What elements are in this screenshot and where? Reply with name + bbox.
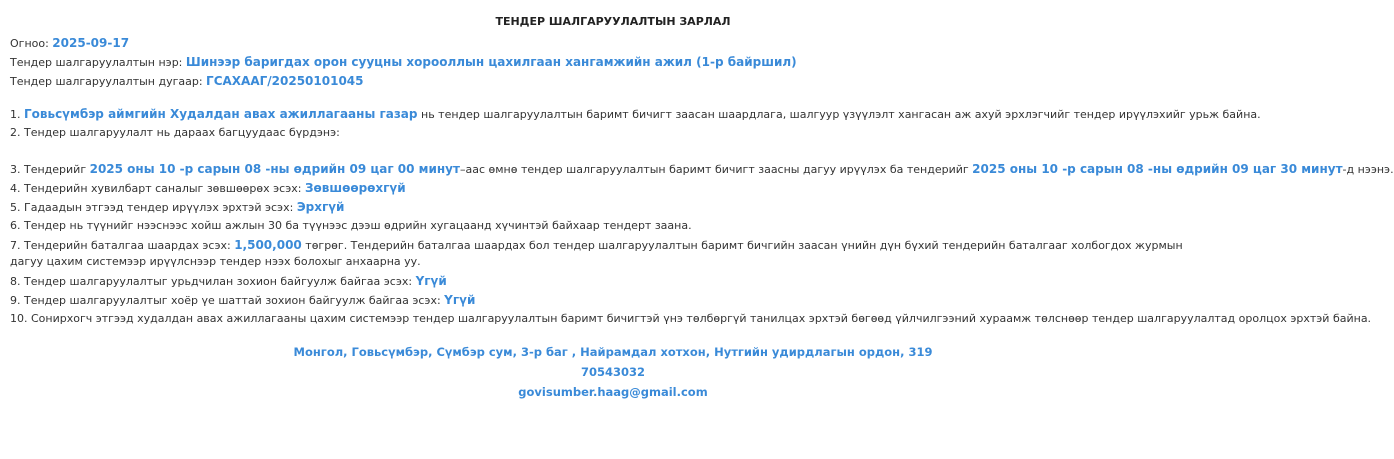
submission-deadline: 2025 оны 10 -р сарын 08 -ны өдрийн 09 цаг 00 минут	[89, 162, 460, 176]
spacer	[10, 142, 1216, 160]
item-7-post: төгрөг. Тендерийн баталгаа шаардах бол тендер шалгаруулалтын баримт бичгийн заасан үнийн дүн бүхий тендерийн баталгааг холбогдох журмын дагуу цахим системээр ирүүлснээр тендер нээх болохыг анхаарна уу.	[10, 239, 1183, 268]
item-1-number: 1.	[10, 108, 21, 121]
phone: 70543032	[580, 365, 645, 379]
guarantee-amount: 1,500,000	[234, 238, 302, 252]
item-8-value: Үгүй	[415, 274, 447, 288]
item-9-value: Үгүй	[444, 293, 476, 307]
item-1	[10, 105, 1261, 124]
tender-number-label: Тендер шалгаруулалтын дугаар:	[10, 75, 203, 88]
date-row	[10, 34, 1216, 53]
tender-name-label: Тендер шалгаруулалтын нэр:	[10, 56, 183, 69]
opening-time: 2025 оны 10 -р сарын 08 -ны өдрийн 09 цаг 30 минут	[972, 162, 1343, 176]
address: Монгол, Говьсүмбэр, Сүмбэр сум, 3-р баг , Найрамдал хотхон, Нутгийн удирдлагын ордон, 319	[293, 345, 933, 359]
tender-number-row	[10, 72, 1216, 91]
item-1-text: нь тендер шалгаруулалтын баримт бичигт заасан шаардлага, шалгуур үзүүлэлт хангасан аж ахуй эрхлэгчийг тендер ирүүлэхийг урьж байна.	[421, 108, 1261, 121]
item-4-value: Зөвшөөрөхгүй	[304, 181, 406, 195]
item-3	[10, 160, 1394, 179]
item-8-label: 8. Тендер шалгаруулалтыг урьдчилан зохион байгуулж байгаа эсэх:	[10, 275, 413, 288]
item-9-label: 9. Тендер шалгаруулалтыг хоёр үе шаттай зохион байгуулж байгаа эсэх:	[10, 294, 441, 307]
item-7	[10, 237, 1216, 270]
organization-name: Говьсүмбэр аймгийн Худалдан авах ажиллагааны газар	[24, 107, 418, 121]
item-5-label: 5. Гадаадын этгээд тендер ирүүлэх эрхтэй эсэх:	[10, 201, 294, 214]
item-4-label: 4. Тендерийн хувилбарт саналыг зөвшөөрөх эсэх:	[10, 182, 302, 195]
item-2: 2. Тендер шалгаруулалт нь дараах багцуудаас бүрдэнэ:	[10, 126, 340, 139]
tender-name-row	[10, 53, 1216, 72]
tender-announcement	[0, 14, 1394, 402]
tender-number-value: ГСАХААГ/20250101045	[206, 74, 364, 88]
item-10: 10. Сонирхогч этгээд худалдан авах ажиллагааны цахим системээр тендер шалгаруулалтын баримт бичигтэй үнэ төлбөргүй танилцах эрхтэй бөгөөд үйлчилгээний хураамж төлснөөр тендер шалгаруулалтад оролцох эрхтэй байна.	[10, 312, 1372, 325]
item-7-pre: 7. Тендерийн баталгаа шаардах эсэх:	[10, 239, 231, 252]
item-4	[10, 179, 1216, 198]
tender-name-value: Шинээр баригдах орон сууцны хорооллын цахилгаан хангамжийн ажил (1-р байршил)	[185, 55, 797, 69]
date-value: 2025-09-17	[52, 36, 130, 50]
page-title: ТЕНДЕР ШАЛГАРУУЛАЛТЫН ЗАРЛАЛ	[495, 15, 731, 28]
email: govisumber.haag@gmail.com	[518, 385, 708, 399]
item-9	[10, 291, 1216, 310]
item-6: 6. Тендер нь түүнийг нээснээс хойш ажлын 30 ба түүнээс дээш өдрийн хугацаанд хүчинтэй байхаар тендерт заана.	[10, 219, 692, 232]
contact-footer	[10, 342, 1216, 402]
item-8	[10, 272, 1216, 291]
item-5-value: Эрхгүй	[296, 200, 345, 214]
item-5	[10, 198, 1216, 217]
item-3-post: -д нээнэ.	[1342, 163, 1394, 176]
spacer	[10, 91, 1216, 105]
item-3-pre: 3. Тендерийг	[10, 163, 87, 176]
date-label: Огноо:	[10, 37, 49, 50]
item-3-mid: –аас өмнө тендер шалгаруулалтын баримт бичигт заасны дагуу ирүүлэх ба тендерийг	[459, 163, 969, 176]
